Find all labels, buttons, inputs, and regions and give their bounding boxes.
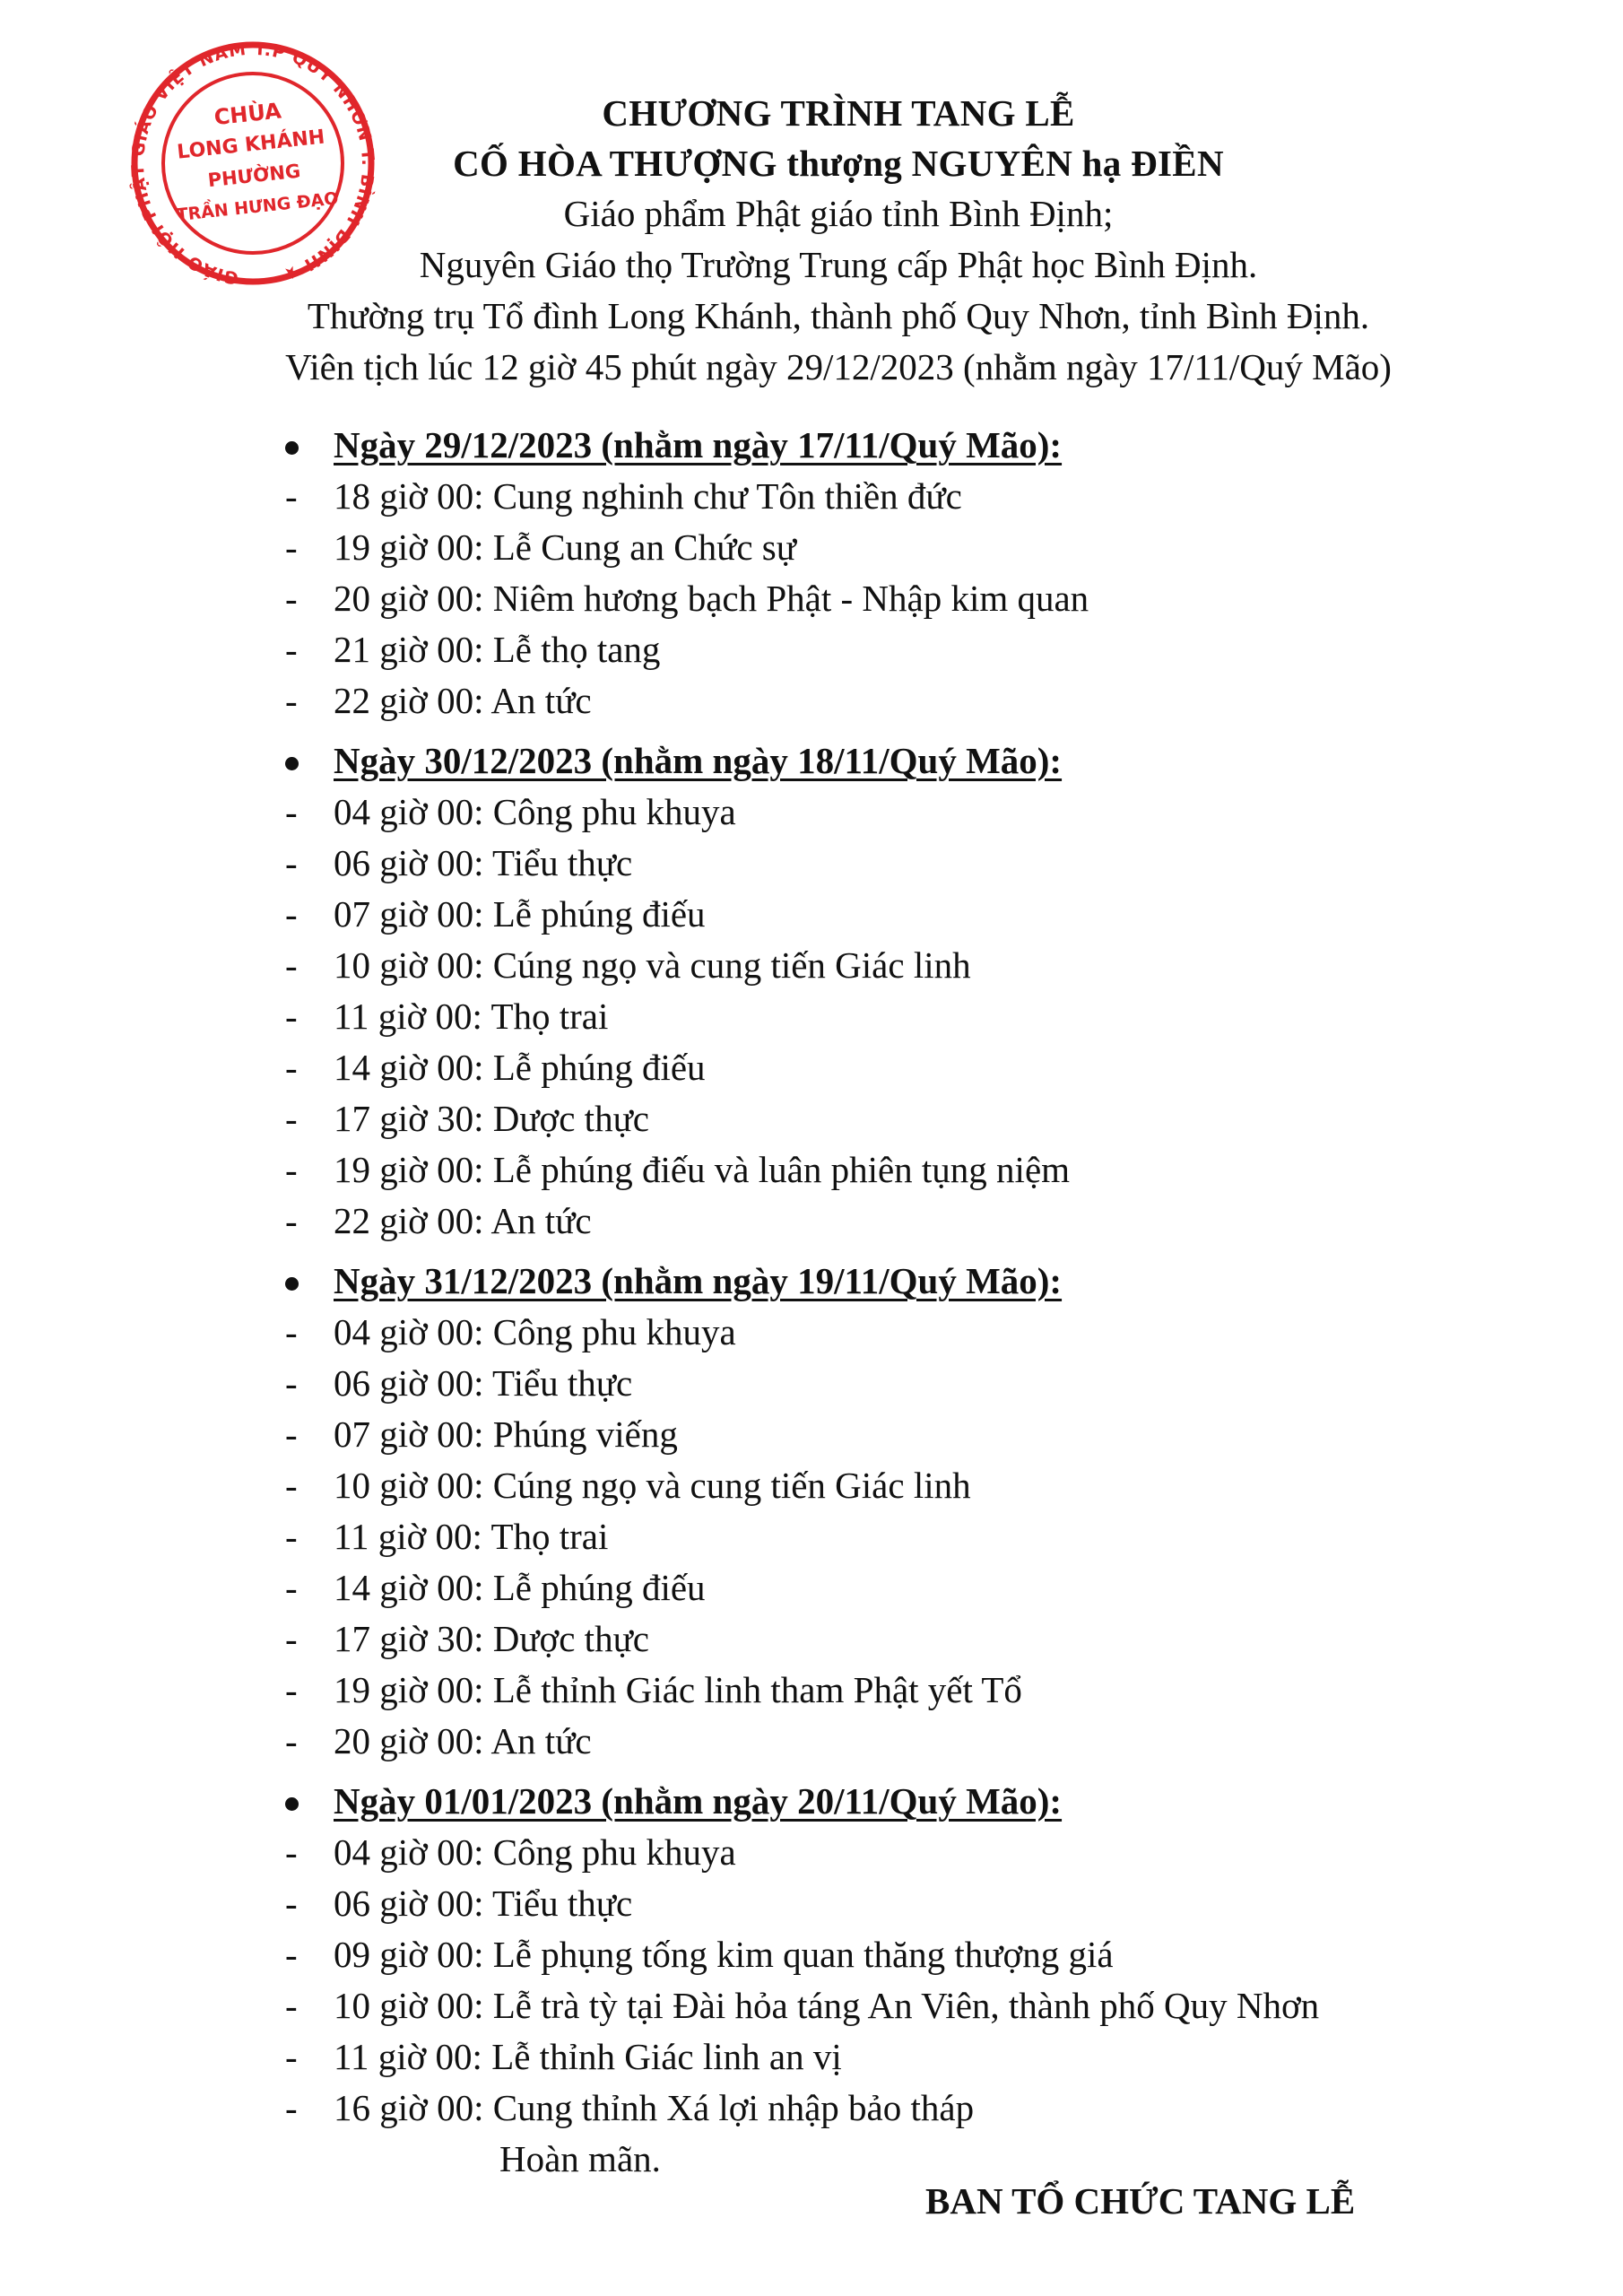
- dash-marker: -: [285, 1831, 298, 1873]
- dash-marker: -: [285, 1934, 298, 1975]
- schedule-item: - 21 giờ 00: Lễ thọ tang: [0, 624, 1623, 675]
- svg-text:CHÙA: CHÙA: [213, 98, 283, 131]
- schedule-item: - 16 giờ 00: Cung thỉnh Xá lợi nhập bảo tháp: [0, 2083, 1623, 2134]
- day-heading: Ngày 29/12/2023 (nhằm ngày 17/11/Quý Mão):: [0, 420, 1623, 471]
- schedule-item: - 04 giờ 00: Công phu khuya: [0, 1307, 1623, 1358]
- day-section: [0, 735, 1623, 1247]
- dash-marker: -: [285, 944, 298, 986]
- schedule-item: - 06 giờ 00: Tiểu thực: [0, 1878, 1623, 1929]
- schedule-item: - 20 giờ 00: An tức: [0, 1716, 1623, 1767]
- dash-marker: -: [285, 526, 298, 568]
- bullet-icon: [285, 441, 299, 455]
- schedule-item: - 22 giờ 00: An tức: [0, 1196, 1623, 1247]
- bullet-icon: [285, 1277, 299, 1291]
- dash-marker: -: [285, 893, 298, 935]
- schedule-item: - 11 giờ 00: Lễ thỉnh Giác linh an vị: [0, 2031, 1623, 2083]
- day-heading: Ngày 01/01/2023 (nhằm ngày 20/11/Quý Mão):: [0, 1776, 1623, 1827]
- schedule-item: - 20 giờ 00: Niêm hương bạch Phật - Nhập kim quan: [0, 573, 1623, 624]
- header-line: Thường trụ Tổ đình Long Khánh, thành phố Quy Nhơn, tỉnh Bình Định.: [307, 295, 1370, 336]
- dash-marker: -: [285, 1200, 298, 1241]
- header-line: Giáo phẩm Phật giáo tỉnh Bình Định;: [563, 193, 1114, 234]
- svg-text:LONG KHÁNH: LONG KHÁNH: [176, 126, 326, 164]
- dash-marker: -: [285, 1516, 298, 1557]
- dash-marker: -: [285, 996, 298, 1037]
- dash-marker: -: [285, 1311, 298, 1352]
- document-title: CHƯƠNG TRÌNH TANG LỄ: [602, 92, 1075, 134]
- dash-marker: -: [285, 842, 298, 883]
- dash-marker: -: [285, 1618, 298, 1659]
- schedule-item: - 19 giờ 00: Lễ phúng điếu và luân phiên tụng niệm: [0, 1144, 1623, 1196]
- dash-marker: -: [285, 1720, 298, 1761]
- schedule-item: - 17 giờ 30: Dược thực: [0, 1613, 1623, 1665]
- schedule-item: - 17 giờ 30: Dược thực: [0, 1093, 1623, 1144]
- bullet-icon: [285, 1797, 299, 1811]
- day-section: [0, 1256, 1623, 1767]
- schedule-item: - 09 giờ 00: Lễ phụng tống kim quan thăng thượng giá: [0, 1929, 1623, 1980]
- schedule-item: - 19 giờ 00: Lễ thỉnh Giác linh tham Phật yết Tổ: [0, 1665, 1623, 1716]
- dash-marker: -: [285, 1047, 298, 1088]
- dash-marker: -: [285, 1465, 298, 1506]
- closing-text: Hoàn mãn.: [499, 2138, 661, 2179]
- day-section: [0, 420, 1623, 726]
- schedule-item: - 07 giờ 00: Phúng viếng: [0, 1409, 1623, 1460]
- dash-marker: -: [285, 1413, 298, 1455]
- header-line: Nguyên Giáo thọ Trường Trung cấp Phật học Bình Định.: [419, 244, 1258, 285]
- day-heading: Ngày 31/12/2023 (nhằm ngày 19/11/Quý Mão):: [0, 1256, 1623, 1307]
- document-subtitle: CỐ HÒA THƯỢNG thượng NGUYÊN hạ ĐIỀN: [453, 143, 1224, 184]
- schedule-item: - 06 giờ 00: Tiểu thực: [0, 838, 1623, 889]
- schedule-item: - 11 giờ 00: Thọ trai: [0, 1511, 1623, 1562]
- dash-marker: -: [285, 1362, 298, 1404]
- dash-marker: -: [285, 1567, 298, 1608]
- schedule-item: - 10 giờ 00: Lễ trà tỳ tại Đài hỏa táng An Viên, thành phố Quy Nhơn: [0, 1980, 1623, 2031]
- dash-marker: -: [285, 1669, 298, 1710]
- header-line: Viên tịch lúc 12 giờ 45 phút ngày 29/12/2023 (nhằm ngày 17/11/Quý Mão): [285, 346, 1392, 387]
- document-header: [0, 88, 1623, 393]
- schedule-item: - 04 giờ 00: Công phu khuya: [0, 1827, 1623, 1878]
- dash-marker: -: [285, 2087, 298, 2128]
- schedule-item: - 14 giờ 00: Lễ phúng điếu: [0, 1562, 1623, 1613]
- svg-text:PHƯỜNG: PHƯỜNG: [206, 160, 302, 192]
- schedule-item: - 10 giờ 00: Cúng ngọ và cung tiến Giác linh: [0, 940, 1623, 991]
- dash-marker: -: [285, 629, 298, 670]
- svg-text:GIÁO HỘI PHẬT GIÁO VIỆT NAM T.: GIÁO HỘI PHẬT GIÁO VIỆT NAM T.P QUY NHƠN T. BÌNH ĐỊNH ★: [127, 39, 378, 287]
- dash-marker: -: [285, 791, 298, 832]
- bullet-icon: [285, 757, 299, 770]
- schedule-item: - 19 giờ 00: Lễ Cung an Chức sự: [0, 522, 1623, 573]
- dash-marker: -: [285, 1883, 298, 1924]
- dash-marker: -: [285, 2036, 298, 2077]
- dash-marker: -: [285, 1098, 298, 1139]
- schedule-item: - 06 giờ 00: Tiểu thực: [0, 1358, 1623, 1409]
- schedule-item: - 18 giờ 00: Cung nghinh chư Tôn thiền đức: [0, 471, 1623, 522]
- schedule-item: - 14 giờ 00: Lễ phúng điếu: [0, 1042, 1623, 1093]
- schedule-item: - 22 giờ 00: An tức: [0, 675, 1623, 726]
- day-section: [0, 1776, 1623, 2185]
- schedule-item: - 11 giờ 00: Thọ trai: [0, 991, 1623, 1042]
- day-heading: Ngày 30/12/2023 (nhằm ngày 18/11/Quý Mão):: [0, 735, 1623, 787]
- dash-marker: -: [285, 1149, 298, 1190]
- dash-marker: -: [285, 680, 298, 721]
- program-schedule: [0, 420, 1623, 2185]
- dash-marker: -: [285, 578, 298, 619]
- schedule-item: - 07 giờ 00: Lễ phúng điếu: [0, 889, 1623, 940]
- dash-marker: -: [285, 475, 298, 517]
- schedule-item: - 04 giờ 00: Công phu khuya: [0, 787, 1623, 838]
- schedule-item: - 10 giờ 00: Cúng ngọ và cung tiến Giác linh: [0, 1460, 1623, 1511]
- signature-block: BAN TỔ CHỨC TANG LỄ: [925, 2180, 1356, 2222]
- svg-text:TRẦN HƯNG ĐẠO: TRẦN HƯNG ĐẠO: [175, 188, 340, 226]
- dash-marker: -: [285, 1985, 298, 2026]
